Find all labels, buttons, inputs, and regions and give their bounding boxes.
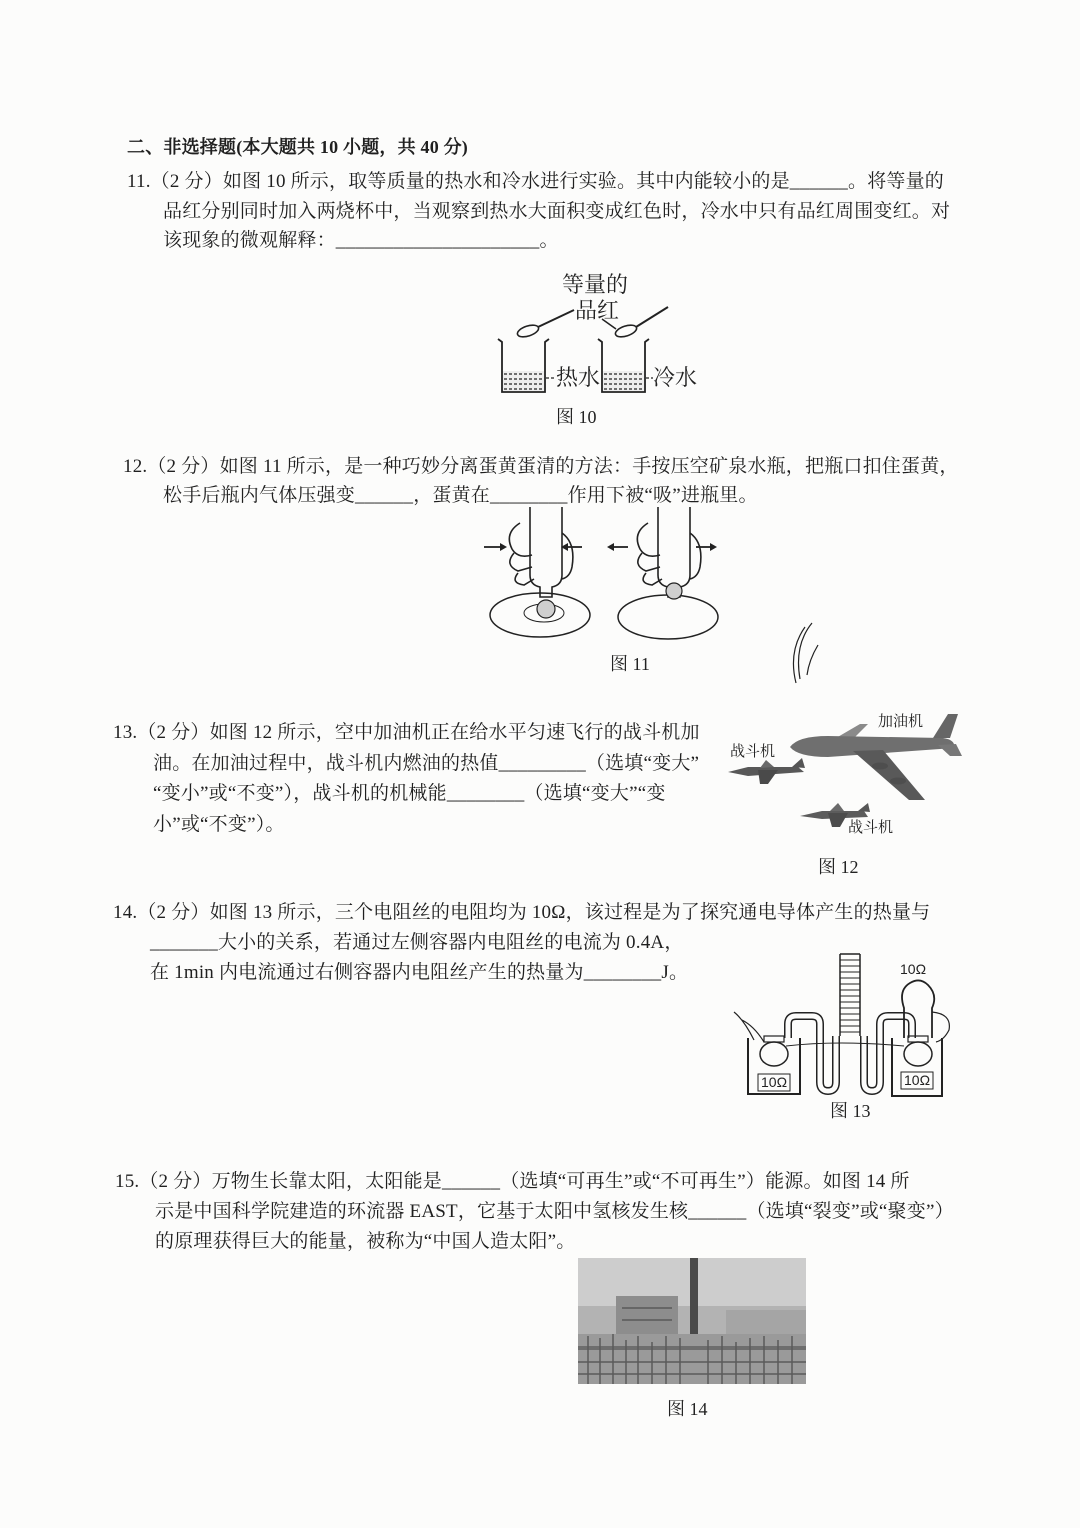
figure-10-beakers xyxy=(490,265,710,400)
hand-fingers xyxy=(637,523,701,585)
q12-line-1: 12.（2 分）如图 11 所示，是一种巧妙分离蛋黄蛋清的方法：手按压空矿泉水瓶，把瓶口扣住蛋黄， xyxy=(123,456,959,477)
q15-line-1: 15.（2 分）万物生长靠太阳，太阳能是______（选填“可再生”或“不可再生”）能源。如图 14 所 xyxy=(115,1171,910,1192)
label-top-resistor: 10Ω xyxy=(900,961,927,977)
spoon-right xyxy=(614,307,668,339)
figure-13-caption: 图 13 xyxy=(830,1101,871,1121)
q11-line-2: 品红分别同时加入两烧杯中，当观察到热水大面积变成红色时，冷水中只有品红周围变红。对 xyxy=(163,201,951,222)
arrow-out-right-head xyxy=(710,543,717,551)
label-fighter-2: 战斗机 xyxy=(848,820,894,836)
label-fighter-1: 战斗机 xyxy=(730,744,776,760)
wire-right xyxy=(932,1012,949,1042)
photo-band xyxy=(578,1346,806,1350)
egg-yolk xyxy=(537,600,555,618)
wire-left xyxy=(734,1012,764,1042)
panel-squeeze xyxy=(484,507,590,637)
q13-line-3: “变小”或“不变”），战斗机的机械能________（选填“变大”“变 xyxy=(153,783,666,804)
figure-13-joule-heating-apparatus xyxy=(728,950,960,1100)
arrow-in-left-head xyxy=(500,543,507,551)
spoon-left xyxy=(516,310,574,339)
pen-mark xyxy=(780,615,825,690)
figure-11-caption: 图 11 xyxy=(610,654,650,674)
fighter-jet-1 xyxy=(728,758,805,784)
figure-10-label-hot-water: 热水 xyxy=(556,365,601,390)
q14-line-1: 14.（2 分）如图 13 所示，三个电阻丝的电阻均为 10Ω，该过程是为了探究通电导体产生的热量与 xyxy=(113,902,931,923)
q13-line-4: 小”或“不变”）。 xyxy=(153,814,285,835)
figure-10-label-dye: 品红 xyxy=(575,298,620,323)
q15-line-3: 的原理获得巨大的能量，被称为“中国人造太阳”。 xyxy=(155,1231,576,1252)
u-tube-left xyxy=(788,1016,836,1091)
arrow-out-left-head xyxy=(607,543,614,551)
bottle xyxy=(530,507,562,597)
beaker-hot-water xyxy=(498,339,549,392)
label-left-resistor: 10Ω xyxy=(761,1074,788,1090)
figure-14-east-photo xyxy=(578,1258,806,1384)
q14-line-2: _______大小的关系，若通过左侧容器内电阻丝的电流为 0.4A， xyxy=(150,932,684,953)
figure-14-caption: 图 14 xyxy=(667,1399,708,1419)
q13-line-1: 13.（2 分）如图 12 所示，空中加油机正在给水平匀速飞行的战斗机加 xyxy=(113,722,700,743)
q11-line-3: 该现象的微观解释：_____________________。 xyxy=(163,230,559,251)
wire-across xyxy=(786,1043,904,1046)
hand-fingers xyxy=(509,523,573,585)
egg-yolk xyxy=(666,583,682,599)
figure-10-label-equal-amount: 等量的 xyxy=(562,272,629,297)
q13-line-2: 油。在加油过程中，战斗机内燃油的热值_________（选填“变大” xyxy=(153,753,700,774)
q15-line-2: 示是中国科学院建造的环流器 EAST，它基于太阳中氢核发生核______（选填“裂变”或“聚变”） xyxy=(155,1201,954,1222)
figure-10-caption: 图 10 xyxy=(556,407,597,427)
figure-10-label-cold-water: 冷水 xyxy=(653,365,698,390)
figure-12-caption: 图 12 xyxy=(818,857,859,877)
q12-line-2: 松手后瓶内气体压强变______，蛋黄在________作用下被“吸”进瓶里。 xyxy=(163,485,758,506)
beaker-cold-water xyxy=(598,339,649,392)
top-resistor-coil xyxy=(902,980,934,1038)
q14-line-3: 在 1min 内电流通过右侧容器内电阻丝产生的热量为________J。 xyxy=(150,962,689,983)
tanker-plane xyxy=(790,714,962,800)
label-tanker: 加油机 xyxy=(878,714,924,730)
q11-line-1: 11.（2 分）如图 10 所示，取等质量的热水和冷水进行实验。其中内能较小的是______。将等量的 xyxy=(127,171,944,192)
figure-12-refueling xyxy=(718,706,963,838)
photo-machinery xyxy=(578,1334,806,1384)
plate xyxy=(618,595,718,639)
panel-release xyxy=(607,507,718,639)
section-header: 二、非选择题(本大题共 10 小题，共 40 分) xyxy=(127,137,468,157)
figure-11-egg-separation xyxy=(478,505,733,645)
label-right-resistor: 10Ω xyxy=(904,1072,931,1088)
manometer-scale xyxy=(840,954,860,1036)
